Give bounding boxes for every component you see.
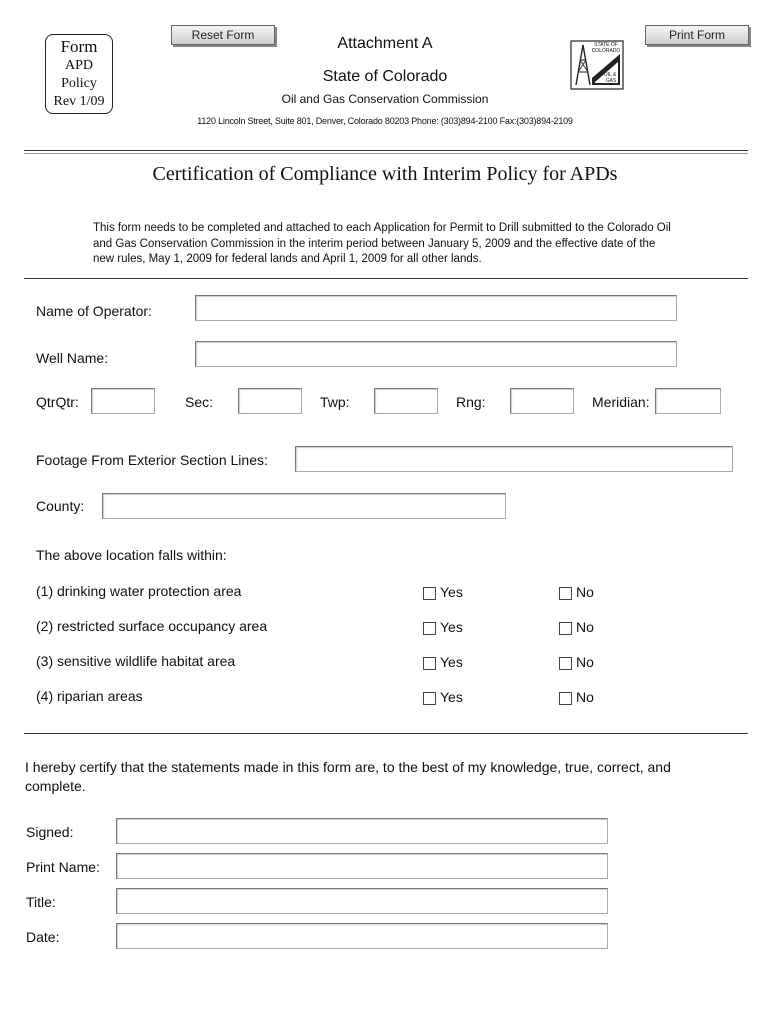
rng-label: Rng:: [456, 394, 486, 410]
header-divider: [24, 150, 748, 154]
title-input[interactable]: [116, 888, 608, 914]
riparian-yes-checkbox[interactable]: [423, 692, 436, 705]
print-form-button[interactable]: Print Form: [645, 25, 749, 45]
form-apd-label: APD: [64, 58, 93, 73]
yes-label: Yes: [440, 689, 463, 705]
twp-label: Twp:: [320, 394, 350, 410]
drinking-water-no-checkbox[interactable]: [559, 587, 572, 600]
qtrqtr-input[interactable]: [91, 388, 155, 414]
wildlife-habitat-yes-checkbox[interactable]: [423, 657, 436, 670]
commission-name: Oil and Gas Conservation Commission: [281, 92, 489, 106]
intro-paragraph: This form needs to be completed and attached to each Application for Permit to Drill submitted to the Colorado Oil and Gas Conservation Commission in the interim period between January 5, 2009 and the effective date of the new rules, May 1, 2009 for federal lands and April 1, 2009 for all other lands.: [93, 222, 671, 265]
restricted-surface-no-checkbox[interactable]: [559, 622, 572, 635]
section-divider-2: [24, 733, 748, 734]
yes-label: Yes: [440, 619, 463, 635]
certification-statement: I hereby certify that the statements made in this form are, to the best of my knowledge, true, correct, and complete.: [25, 759, 671, 794]
reset-form-button[interactable]: Reset Form: [171, 25, 275, 45]
county-input[interactable]: [102, 493, 506, 519]
location-heading: The above location falls within:: [36, 547, 227, 563]
yes-label: Yes: [440, 584, 463, 600]
logo-top-text: STATE OF COLORADO: [591, 42, 621, 54]
location-item: (2) restricted surface occupancy area: [36, 618, 268, 634]
date-label: Date:: [26, 929, 60, 945]
rng-input[interactable]: [510, 388, 574, 414]
operator-input[interactable]: [195, 295, 677, 321]
wildlife-habitat-no-checkbox[interactable]: [559, 657, 572, 670]
date-input[interactable]: [116, 923, 608, 949]
form-policy-label: Policy: [61, 76, 97, 91]
print-name-label: Print Name:: [26, 859, 100, 875]
qtrqtr-label: QtrQtr:: [36, 394, 79, 410]
title-label: Title:: [26, 894, 56, 910]
riparian-no-checkbox[interactable]: [559, 692, 572, 705]
section-divider-1: [24, 278, 748, 279]
sec-label: Sec:: [185, 394, 214, 410]
attachment-title: Attachment A: [337, 35, 433, 52]
footage-input[interactable]: [295, 446, 733, 472]
drinking-water-yes-checkbox[interactable]: [423, 587, 436, 600]
meridian-label: Meridian:: [592, 394, 650, 410]
location-item: (3) sensitive wildlife habitat area: [36, 653, 236, 669]
twp-input[interactable]: [374, 388, 438, 414]
no-label: No: [576, 689, 594, 705]
county-label: County:: [36, 498, 85, 514]
form-rev-label: Rev 1/09: [53, 94, 105, 109]
no-label: No: [576, 584, 594, 600]
footage-label: Footage From Exterior Section Lines:: [36, 452, 268, 468]
state-title: State of Colorado: [322, 68, 448, 85]
restricted-surface-yes-checkbox[interactable]: [423, 622, 436, 635]
signed-label: Signed:: [26, 824, 74, 840]
meridian-input[interactable]: [655, 388, 721, 414]
location-item: (1) drinking water protection area: [36, 583, 242, 599]
location-item: (4) riparian areas: [36, 688, 143, 704]
form-label: Form: [60, 37, 98, 56]
well-name-label: Well Name:: [36, 350, 109, 366]
no-label: No: [576, 619, 594, 635]
well-name-input[interactable]: [195, 341, 677, 367]
sec-input[interactable]: [238, 388, 302, 414]
print-name-input[interactable]: [116, 853, 608, 879]
yes-label: Yes: [440, 654, 463, 670]
page-title: Certification of Compliance with Interim Policy for APDs: [152, 163, 618, 185]
no-label: No: [576, 654, 594, 670]
svg-text:GAS: GAS: [605, 78, 617, 84]
cogcc-logo: [570, 40, 624, 90]
operator-label: Name of Operator:: [36, 303, 152, 319]
svg-text:OIL &: OIL &: [603, 72, 617, 78]
signed-input[interactable]: [116, 818, 608, 844]
address-line: 1120 Lincoln Street, Suite 801, Denver, Colorado 80203 Phone: (303)894-2100 Fax:(303)894-2109: [197, 116, 573, 126]
